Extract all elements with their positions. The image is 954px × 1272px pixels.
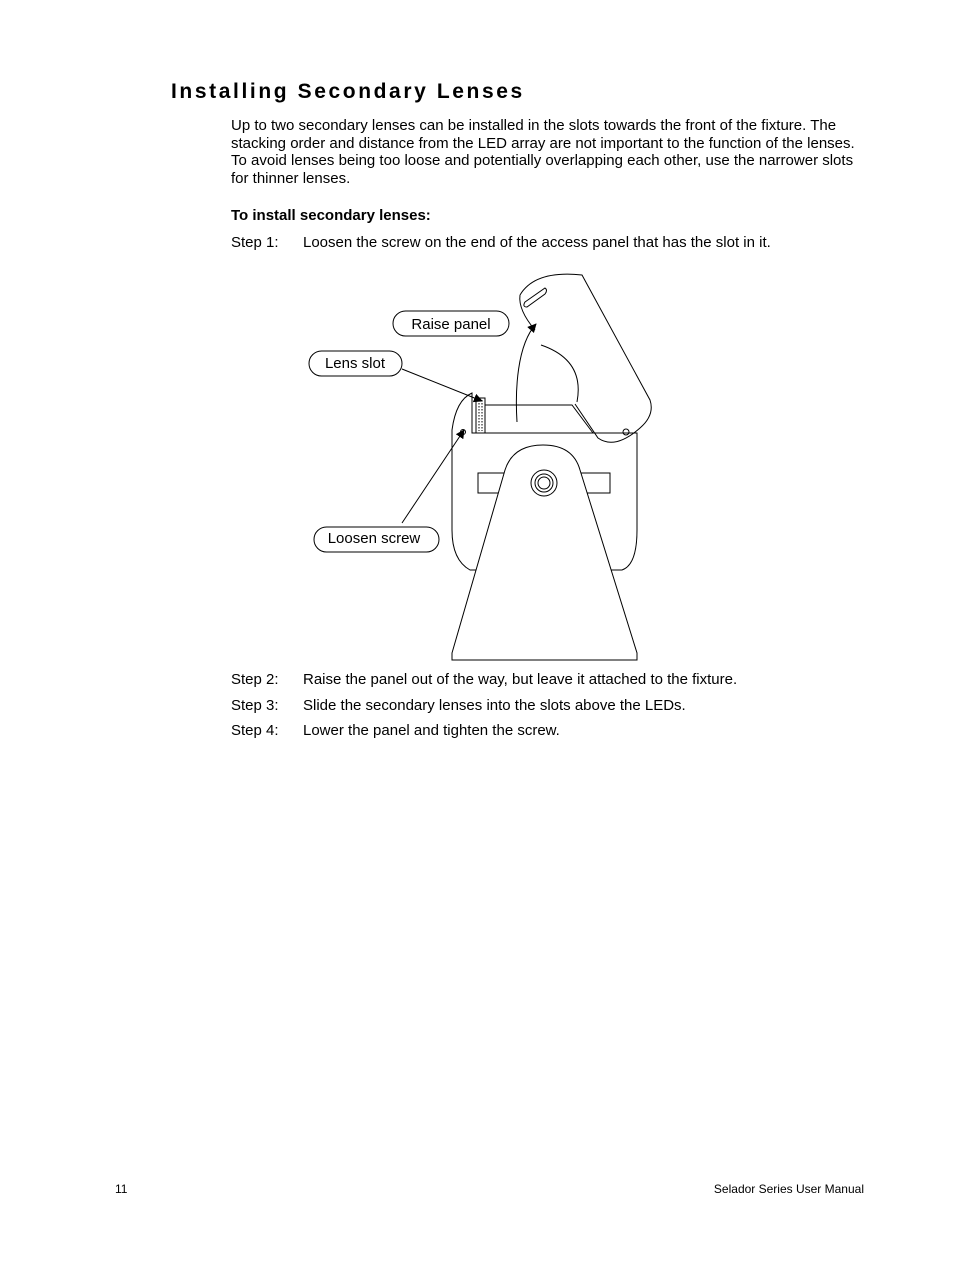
intro-paragraph: Up to two secondary lenses can be installed in the slots towards the front of the fixture. The stacking order and distance from the LED array are not important to the function of the lenses. To avoid lenses being too loose and potentially overlapping each other, use the narrower slots for thinner lenses. bbox=[231, 117, 855, 187]
step-number: Step 3: bbox=[231, 697, 279, 714]
step-number: Step 2: bbox=[231, 671, 279, 688]
page-number: 11 bbox=[115, 1182, 128, 1196]
step-text: Slide the secondary lenses into the slots above the LEDs. bbox=[303, 697, 686, 714]
step-text: Raise the panel out of the way, but leave it attached to the fixture. bbox=[303, 671, 738, 688]
callout-lens-slot-label: Lens slot bbox=[324, 355, 386, 372]
procedure-heading: To install secondary lenses: bbox=[231, 207, 431, 224]
step-text: Lower the panel and tighten the screw. bbox=[303, 722, 560, 739]
lens-slot bbox=[476, 398, 485, 433]
callout-loosen-screw-label: Loosen screw bbox=[327, 530, 421, 547]
panel-slot bbox=[524, 288, 547, 307]
step-text: Loosen the screw on the end of the access panel that has the slot in it. bbox=[303, 234, 771, 251]
step-number: Step 4: bbox=[231, 722, 279, 739]
callout-raise-panel-label: Raise panel bbox=[411, 316, 491, 333]
access-panel bbox=[520, 274, 651, 442]
step-number: Step 1: bbox=[231, 234, 279, 251]
document-title: Selador Series User Manual bbox=[713, 1182, 864, 1196]
panel-screw-hole bbox=[623, 429, 629, 435]
fixture-diagram bbox=[300, 268, 660, 668]
section-title: Installing Secondary Lenses bbox=[171, 80, 525, 103]
